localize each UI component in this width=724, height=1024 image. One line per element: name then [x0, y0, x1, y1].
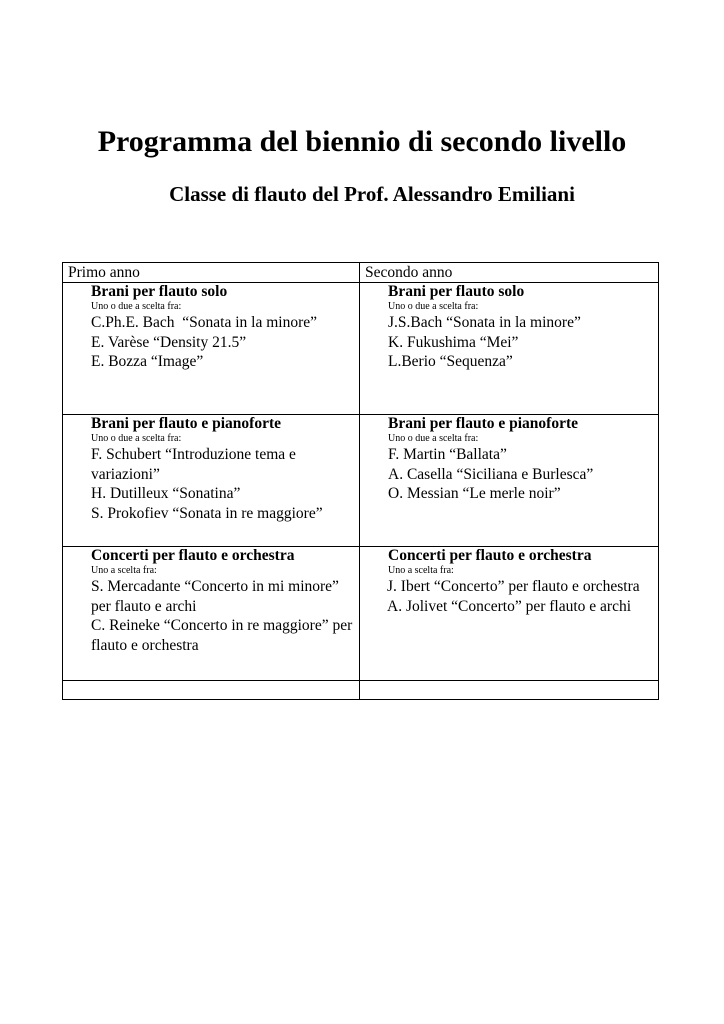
cell-content: [360, 547, 658, 680]
piece-item: E. Varèse “Density 21.5”: [91, 333, 247, 351]
cell-content: [63, 415, 359, 546]
piece-item: K. Fukushima “Mei”: [388, 333, 519, 351]
piece-item: F. Martin “Ballata”: [388, 446, 507, 463]
piece-item: A. Jolivet “Concerto” per flauto e archi: [387, 597, 632, 615]
piece-item: A. Casella “Siciliana e Burlesca”: [388, 465, 594, 483]
section-note: Uno o due a scelta fra:: [388, 433, 479, 444]
section-title: Brani per flauto solo: [388, 283, 525, 300]
piece-item: H. Dutilleux “Sonatina”: [91, 485, 241, 502]
cell-content: [63, 547, 359, 680]
table-cell-secondo: [360, 283, 659, 415]
piece-item: S. Mercadante “Concerto in mi minore” per flauto e archi: [91, 578, 339, 615]
piece-item: O. Messian “Le merle noir”: [388, 485, 561, 502]
header-cell-primo: [63, 263, 360, 283]
piece-item: E. Bozza “Image”: [91, 353, 204, 370]
table-cell-secondo: [360, 547, 659, 681]
table-cell-primo: [63, 283, 360, 415]
table-header-row: [63, 263, 659, 283]
section-note: Uno o due a scelta fra:: [91, 433, 182, 444]
program-table: [62, 262, 659, 700]
piece-item: C.Ph.E. Bach “Sonata in la minore”: [91, 314, 317, 331]
section-note: Uno a scelta fra:: [388, 565, 454, 576]
section-title: Concerti per flauto e orchestra: [388, 547, 592, 564]
table-row: [63, 283, 659, 415]
table-row-empty: [63, 681, 659, 700]
header-cell-secondo: [360, 263, 659, 283]
table-cell-empty: [63, 681, 360, 700]
table-cell-primo: [63, 547, 360, 681]
section-note: Uno a scelta fra:: [91, 565, 157, 576]
cell-content: [360, 283, 658, 414]
table-cell-secondo: [360, 415, 659, 547]
piece-item: C. Reineke “Concerto in re maggiore” per flauto e orchestra: [91, 617, 353, 654]
header-primo-anno: Primo anno: [68, 264, 140, 281]
table-row: [63, 547, 659, 681]
piece-item: L.Berio “Sequenza”: [388, 353, 513, 370]
section-title: Concerti per flauto e orchestra: [91, 547, 295, 564]
section-note: Uno o due a scelta fra:: [388, 301, 479, 312]
cell-content: [63, 283, 359, 414]
page-subtitle: Classe di flauto del Prof. Alessandro Emiliani: [169, 182, 575, 206]
table-cell-empty: [360, 681, 659, 700]
section-title: Brani per flauto e pianoforte: [388, 415, 579, 432]
table-cell-primo: [63, 415, 360, 547]
piece-item: S. Prokofiev “Sonata in re maggiore”: [91, 504, 323, 522]
piece-item: J. Ibert “Concerto” per flauto e orchestra: [387, 578, 640, 595]
section-title: Brani per flauto e pianoforte: [91, 415, 282, 432]
section-note: Uno o due a scelta fra:: [91, 301, 182, 312]
section-title: Brani per flauto solo: [91, 283, 228, 300]
table-row: [63, 415, 659, 547]
page-title: Programma del biennio di secondo livello: [97, 125, 627, 158]
cell-content: [360, 415, 658, 546]
header-secondo-anno: Secondo anno: [365, 264, 453, 281]
piece-item: F. Schubert “Introduzione tema e variazioni”: [91, 446, 296, 483]
piece-item: J.S.Bach “Sonata in la minore”: [388, 314, 581, 331]
